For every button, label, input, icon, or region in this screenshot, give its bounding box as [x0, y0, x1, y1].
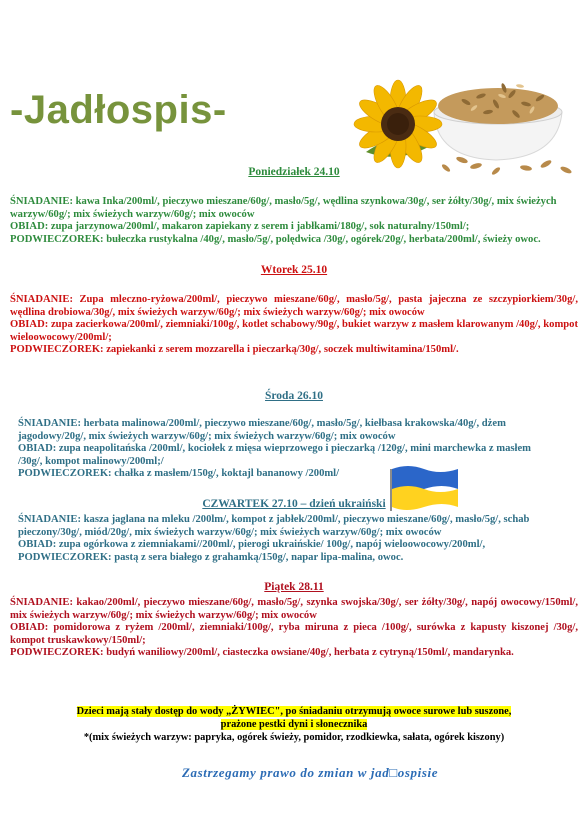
menu-thursday [18, 514, 566, 564]
menu-tuesday [10, 294, 578, 357]
menu-line: OBIAD: zupa zacierkowa/200ml/, ziemniaki/100g/, kotlet schabowy/90g/, bukiet warzyw z masłem klarowanym /40g/, kompot wieloowocowy/200ml/; [10, 319, 578, 343]
sunflower-seeds-image [326, 60, 582, 178]
day-heading-monday: Poniedziałek 24.10 [248, 166, 340, 178]
menu-line: ŚNIADANIE: kakao/200ml/, pieczywo mieszane/60g/, masło/5g/, szynka swojska/30g/, ser żółty/30g/, napój owocowy/150ml/, mix świeżych warzyw/60g/; mix świeżych warzyw/60g/; mix owoców [10, 597, 578, 621]
highlighted-text: prażone pestki dyni i słonecznika [220, 719, 368, 730]
menu-wednesday [18, 418, 558, 481]
water-notice [40, 705, 548, 744]
page-title: -Jadłospis- [10, 88, 227, 132]
menu-line: PODWIECZOREK: pastą z sera białego z grahamką/150g/, napar lipa-malina, owoc. [18, 551, 404, 563]
vegetables-note: *(mix świeżych warzyw: papryka, ogórek świeży, pomidor, rzodkiewka, sałata, ogórek kiszony) [83, 732, 505, 743]
menu-line: PODWIECZOREK: budyń waniliowy/200ml/, ciasteczka owsiane/40g/, herbata z cytryną/150ml/, mandarynka. [10, 647, 514, 658]
menu-line: PODWIECZOREK: bułeczka rustykalna /40g/, masło/5g/, polędwica /30g/, ogórek/20g/, herbata/200ml/, świeży owoc. [10, 233, 541, 245]
day-heading-wednesday: Środa 26.10 [265, 390, 323, 402]
footer-note: Zastrzegamy prawo do zmian w jad□ospisie [181, 765, 439, 780]
menu-monday [10, 196, 578, 246]
menu-line: ŚNIADANIE: kawa Inka/200ml/, pieczywo mieszane/60g/, masło/5g/, wędlina szynkowa/30g/, ser żółty/30g/, mix świeżych warzyw/60g/; mix świeżych warzyw/60g/; mix owoców [10, 196, 557, 220]
menu-line: ŚNIADANIE: herbata malinowa/200ml/, pieczywo mieszane/60g/, masło/5g/, kiełbasa krakowska/40g/, dżem jagodowy/20g/, mix świeżych warzyw/60g/; mix świeżych warzyw/60g/; mix owoców [18, 418, 506, 442]
menu-line: ŚNIADANIE: kasza jaglana na mleku /200lm/, kompot z jabłek/200ml/, pieczywo mieszane/60g/, masło/5g/, schab pieczony/30g/, miód/20g/, mix świeżych warzyw/60g/; mix świeżych warzyw/60g/; mix owoców [18, 514, 530, 538]
day-heading-tuesday: Wtorek 25.10 [260, 264, 328, 276]
menu-line: OBIAD: pomidorowa z ryżem /200ml/, ziemniaki/100g/, ryba miruna z pieca /100g/, surówka z kapusty kiszonej /30g/, kompot truskawkowy/150ml/; [10, 622, 578, 646]
menu-line: PODWIECZOREK: chałka z masłem/150g/, koktajl bananowy /200ml/ [18, 468, 340, 479]
menu-line: PODWIECZOREK: zapiekanki z serem mozzarella i pieczarką/30g/, soczek multiwitamina/150ml/. [10, 344, 459, 355]
menu-line: OBIAD: zupa jarzynowa/200ml/, makaron zapiekany z serem i jabłkami/180g/, sok naturalny/150ml/; [10, 221, 470, 232]
menu-line: OBIAD: zupa ogórkowa z ziemniakami//200ml/, pierogi ukraińskie/ 100g/, napój wieloowocowy/200ml/, [18, 539, 486, 550]
menu-line: ŚNIADANIE: Zupa mleczno-ryżowa/200ml/, pieczywo mieszane/60g/, masło/5g/, pasta jajeczna ze szczypiorkiem/30g/, wędlina drobiowa/30g/, mix świeżych warzyw/60g/; mix świeżych warzyw/60g/; mix owoców [10, 294, 578, 318]
highlighted-text: Dzieci mają stały dostęp do wody „ŻYWIEC", po śniadaniu otrzymują owoce surowe lub suszone, [76, 706, 512, 717]
menu-line: OBIAD: zupa neapolitańska /200ml/, kociołek z mięsa wieprzowego i pieczarką /120g/, mini marchewka z masłem /30g/, kompot malinowy/200ml;/ [18, 443, 531, 467]
day-heading-friday: Piątek 28.11 [264, 581, 324, 593]
day-heading-thursday: CZWARTEK 27.10 – dzień ukraiński [202, 498, 386, 510]
menu-friday [10, 597, 578, 660]
